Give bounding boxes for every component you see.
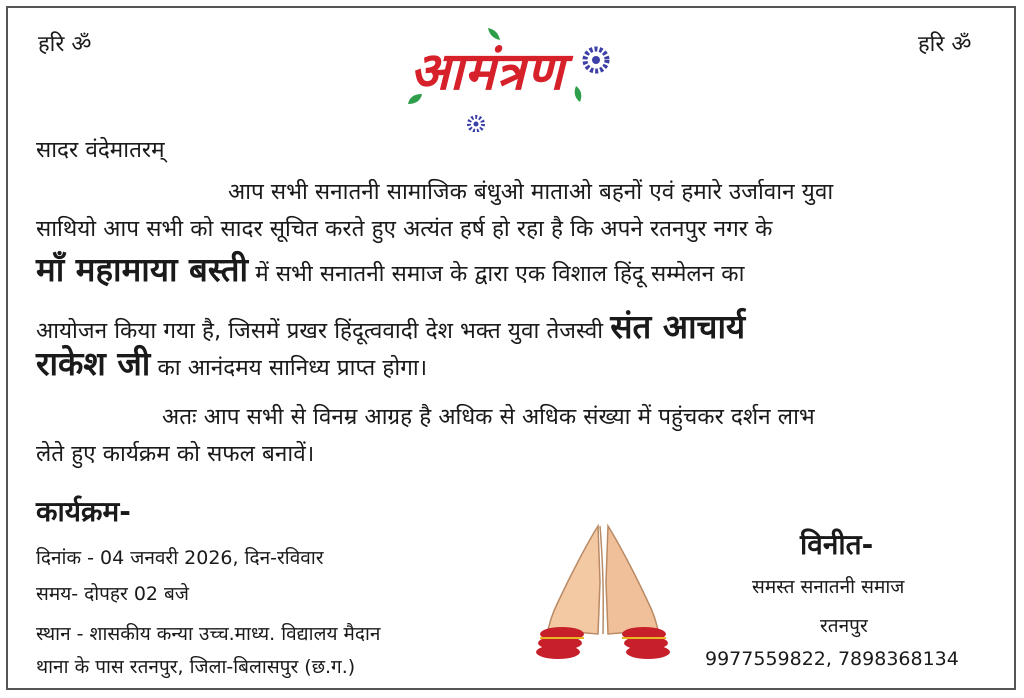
basti-name: माँ महामाया बस्ती	[36, 250, 249, 289]
body-line-7: लेते हुए कार्यक्रम को सफल बनावें।	[36, 441, 315, 467]
body-line-2: साथियो आप सभी को सादर सूचित करते हुए अत्यंत हर्ष हो रहा है कि अपने रतनपुर नगर के	[36, 216, 773, 242]
signoff-org: समस्त सनातनी समाज	[752, 576, 905, 598]
hari-om-right: हरि ॐ	[918, 32, 972, 57]
sant-acharya: संत आचार्य	[610, 307, 746, 346]
flower-icon	[585, 49, 607, 71]
title-amantran: आमंत्रण	[410, 41, 565, 102]
greeting: सादर वंदेमातरम्	[36, 137, 165, 163]
body-line-1: आप सभी सनातनी सामाजिक बंधुओ माताओ बहनों एवं हमारे उर्जावान युवा	[228, 179, 834, 205]
flower-icon	[469, 117, 483, 131]
body-line-3-rest: में सभी सनातनी समाज के द्वारा एक विशाल हिंदू सम्मेलन का	[255, 261, 745, 287]
program-venue-2: थाना के पास रतनपुर, जिला-बिलासपुर (छ.ग.)	[36, 656, 356, 678]
hari-om-left: हरि ॐ	[38, 32, 92, 57]
body-line-5-rest: का आनंदमय सानिध्य प्राप्त होगा।	[157, 355, 428, 381]
title-block	[400, 22, 630, 132]
body-line-5	[36, 340, 427, 385]
leaf-icon	[575, 86, 582, 102]
program-heading: कार्यक्रम-	[36, 495, 131, 528]
body-line-4-rest: आयोजन किया गया है, जिसमें प्रखर हिंदूत्ववादी देश भक्त युवा तेजस्वी	[36, 318, 604, 344]
body-line-3	[36, 246, 744, 291]
rakesh-ji: राकेश जी	[36, 344, 151, 383]
signoff-phones: 9977559822, 7898368134	[705, 648, 959, 670]
namaste-hands-icon	[528, 522, 678, 662]
program-date: दिनांक - 04 जनवरी 2026, दिन-रविवार	[36, 547, 324, 569]
program-venue-1: स्थान - शासकीय कन्या उच्च.माध्य. विद्यालय मैदान	[36, 623, 381, 645]
signoff-place: रतनपुर	[820, 615, 868, 637]
vinit-heading: विनीत-	[800, 528, 874, 561]
body-line-6: अतः आप सभी से विनम्र आग्रह है अधिक से अधिक संख्या में पहुंचकर दर्शन लाभ	[162, 404, 815, 430]
program-time: समय- दोपहर 02 बजे	[36, 583, 189, 605]
